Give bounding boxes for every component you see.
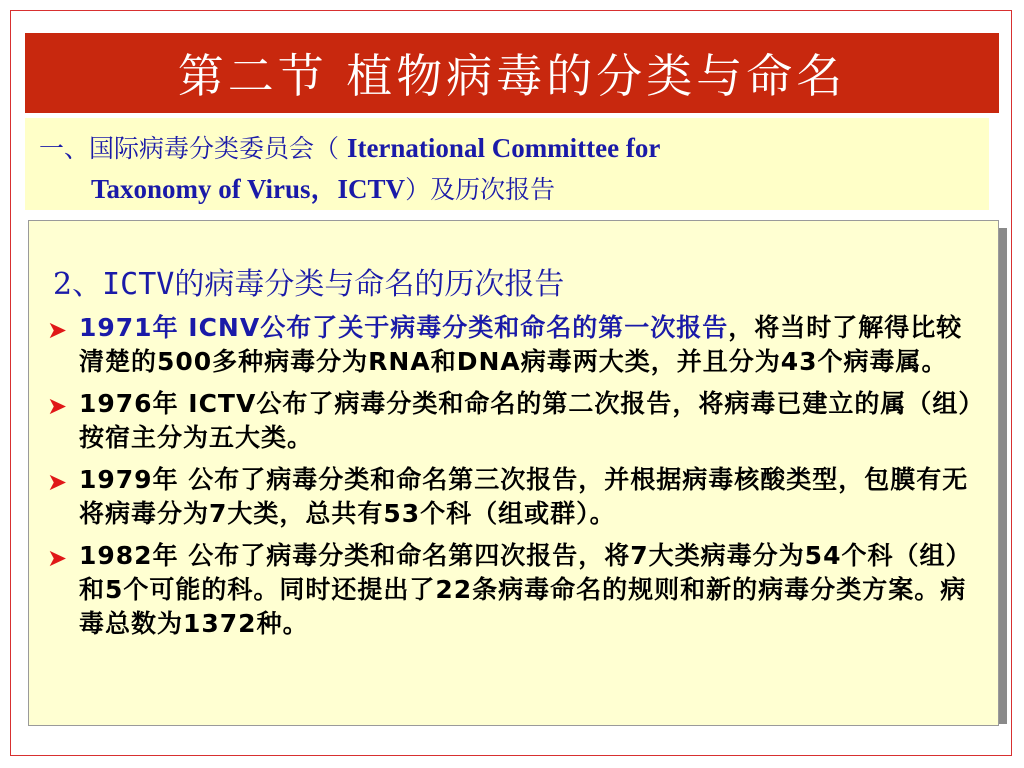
section-number: 2、 xyxy=(53,267,103,302)
subtitle-suffix: ）及历次报告 xyxy=(405,175,556,204)
content-box xyxy=(28,220,999,726)
list-item xyxy=(45,539,984,641)
arrow-right-icon: ➤ xyxy=(47,544,69,572)
list-item-highlight: 1971年 ICNV公布了关于病毒分类和命名的第一次报告 xyxy=(79,313,729,342)
section-title: 的病毒分类与命名的历次报告 xyxy=(174,267,565,302)
section-heading xyxy=(53,265,984,305)
list-item xyxy=(45,387,984,455)
title-bar xyxy=(25,33,999,113)
list-item xyxy=(45,463,984,531)
subtitle-english-b: Taxonomy of Virus，ICTV xyxy=(91,174,406,204)
arrow-right-icon: ➤ xyxy=(47,468,69,496)
list-item-text: 1976年 ICTV公布了病毒分类和命名的第二次报告，将病毒已建立的属（组）按宿主分为五大类。 xyxy=(79,389,972,452)
arrow-right-icon: ➤ xyxy=(47,316,69,344)
subtitle-line-2 xyxy=(39,169,975,210)
list-item-text: 1979年 公布了病毒分类和命名第三次报告，并根据病毒核酸类型，包膜有无将病毒分为7大类，总共有53个科（组或群）。 xyxy=(79,465,969,528)
arrow-right-icon: ➤ xyxy=(47,392,69,420)
section-abbr: ICTV xyxy=(102,267,175,302)
page-title: 第二节 植物病毒的分类与命名 xyxy=(177,49,847,103)
list-item-text: 1982年 公布了病毒分类和命名第四次报告，将7大类病毒分为54个科（组）和5个可能的科。同时还提出了22条病毒命名的规则和新的病毒分类方案。病毒总数为1372种。 xyxy=(79,541,972,638)
subtitle-box xyxy=(25,118,989,210)
list-item-text: ，将当时了解得比较清楚的500多种病毒分为RNA和DNA病毒两大类，并且分为43个病毒属。 xyxy=(79,313,963,376)
subtitle-prefix: 一、国际病毒分类委员会（ xyxy=(39,134,347,163)
list-item xyxy=(45,311,984,379)
subtitle-english-a: Iternational Committee for xyxy=(346,133,661,163)
